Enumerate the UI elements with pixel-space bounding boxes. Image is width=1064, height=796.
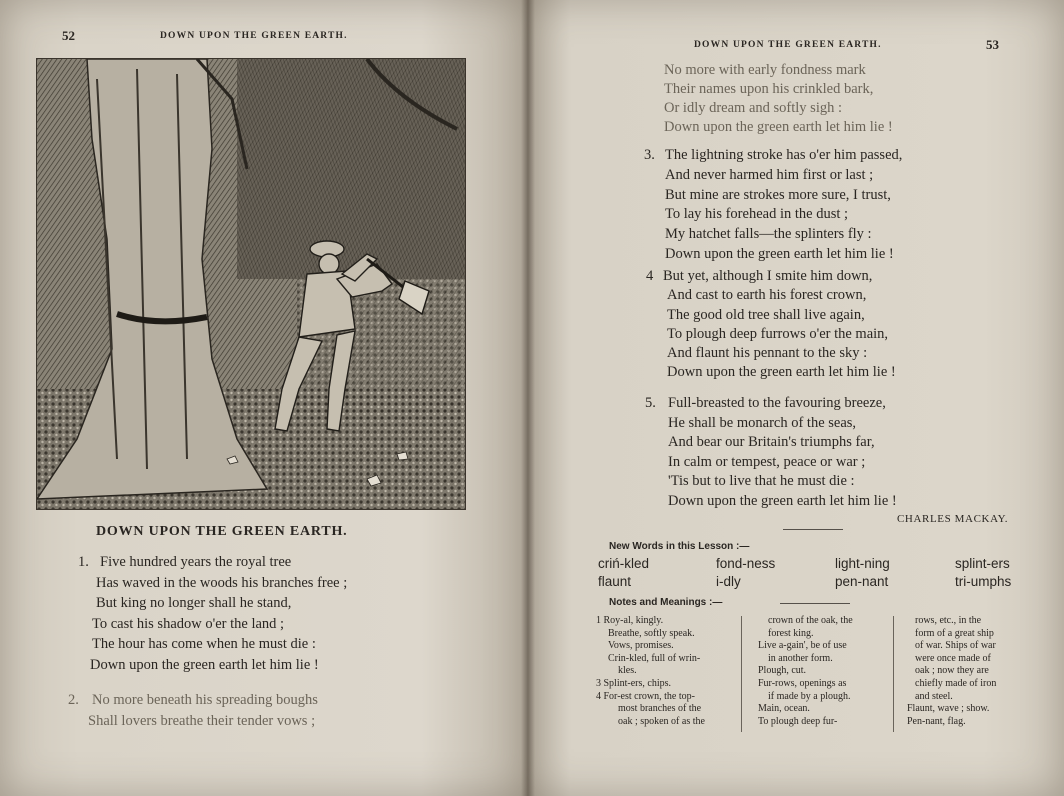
column-divider: [741, 616, 742, 732]
verse-line: 'Tis but to live that he must die :: [668, 473, 855, 489]
new-word: i-dly: [716, 574, 741, 589]
note-line: crown of the oak, the: [768, 615, 853, 626]
note-line: Flaunt, wave ; show.: [907, 703, 990, 715]
notes-column-1: [596, 615, 705, 728]
note-line: Vows, promises.: [608, 640, 674, 652]
verse-line: No more with early fondness mark: [664, 62, 866, 78]
note-line: Pen-nant, flag.: [907, 715, 966, 727]
verse-line: And bear our Britain's triumphs far,: [668, 434, 875, 450]
woodcutter-engraving: [36, 58, 466, 510]
verse-line: Or idly dream and softly sigh :: [664, 100, 843, 116]
stanza-2-continued: [664, 61, 893, 137]
verse-line: Down upon the green earth let him lie !: [668, 492, 897, 509]
stanza-number: 4: [646, 268, 654, 284]
verse-line: To plough deep furrows o'er the main,: [667, 325, 889, 342]
verse-line: Down upon the green earth let him lie !: [667, 364, 896, 381]
verse-line: To lay his forehead in the dust ;: [665, 206, 849, 223]
stanza-number: 1.: [78, 554, 89, 570]
note-line: oak ; spoken of as the: [618, 715, 705, 727]
verse-line: But king no longer shall he stand,: [96, 595, 292, 611]
note-line: form of a great ship: [915, 627, 994, 639]
note-line: Fur-rows, openings as: [758, 677, 847, 689]
new-words-heading: New Words in this Lesson :—: [609, 541, 750, 552]
author-credit: CHARLES MACKAY.: [897, 513, 1009, 525]
stanza-number: 2.: [68, 692, 79, 708]
poem-title: DOWN UPON THE GREEN EARTH.: [96, 524, 348, 539]
note-line: of war. Ships of war: [915, 640, 996, 652]
notes-heading: Notes and Meanings :—: [609, 597, 723, 608]
new-word: tri-umphs: [955, 574, 1012, 589]
verse-line: He shall be monarch of the seas,: [668, 414, 857, 431]
stanza-4: [646, 267, 896, 383]
verse-line: Down upon the green earth let him lie !: [90, 656, 319, 673]
verse-line: Down upon the green earth let him lie !: [664, 119, 893, 135]
new-word: splint-ers: [955, 556, 1010, 571]
note-line: kles.: [618, 665, 637, 677]
verse-line: The lightning stroke has o'er him passed,: [665, 147, 903, 163]
note-line: 1 Roy-al, kingly.: [596, 615, 664, 626]
verse-line: Has waved in the woods his branches free ;: [96, 574, 348, 591]
verse-line: Five hundred years the royal tree: [100, 554, 292, 570]
stanza-1: [78, 552, 347, 675]
note-line: were once made of: [915, 652, 991, 664]
stanza-number: 3.: [644, 147, 655, 163]
verse-line: Full-breasted to the favouring breeze,: [668, 395, 886, 411]
right-page-number: 53: [986, 37, 999, 52]
note-line: Breathe, softly speak.: [608, 627, 695, 639]
note-line: 3 Splint-ers, chips.: [596, 677, 671, 689]
verse-line: But mine are strokes more sure, I trust,: [665, 186, 891, 203]
stanza-5: [645, 394, 897, 511]
verse-line: And flaunt his pennant to the sky :: [667, 345, 868, 362]
verse-line: Down upon the green earth let him lie !: [665, 245, 894, 262]
new-words-list: [598, 556, 1038, 590]
note-line: Plough, cut.: [758, 665, 807, 677]
note-line: Crin-kled, full of wrin-: [608, 652, 701, 664]
column-divider: [893, 616, 894, 732]
verse-line: And never harmed him first or last ;: [665, 166, 874, 183]
stanza-2: [68, 690, 318, 731]
verse-line: The hour has come when he must die :: [92, 636, 316, 652]
new-word: light-ning: [835, 556, 890, 571]
verse-line: My hatchet falls—the splinters fly :: [665, 226, 872, 243]
note-line: most branches of the: [618, 703, 702, 715]
note-line: Main, ocean.: [758, 703, 810, 715]
verse-line: But yet, although I smite him down,: [663, 268, 873, 284]
stanza-number: 5.: [645, 395, 656, 411]
divider: [783, 529, 843, 530]
verse-line: In calm or tempest, peace or war ;: [668, 453, 866, 470]
note-line: Live a-gain', be of use: [758, 640, 847, 652]
note-line: in another form.: [768, 652, 833, 664]
left-running-head: DOWN UPON THE GREEN EARTH.: [160, 31, 348, 41]
note-line: and steel.: [915, 690, 953, 702]
verse-line: Their names upon his crinkled bark,: [664, 81, 874, 97]
divider: [780, 603, 850, 604]
right-running-head: DOWN UPON THE GREEN EARTH.: [694, 40, 882, 50]
note-line: oak ; now they are: [915, 665, 989, 677]
new-word: flaunt: [598, 574, 632, 589]
note-line: if made by a plough.: [768, 690, 851, 702]
note-line: chiefly made of iron: [915, 677, 997, 689]
new-word: criń-kled: [598, 556, 650, 571]
book-gutter: [521, 0, 535, 796]
verse-line: The good old tree shall live again,: [667, 306, 865, 323]
verse-line: And cast to earth his forest crown,: [667, 287, 867, 304]
stanza-3: [644, 146, 902, 265]
verse-line: To cast his shadow o'er the land ;: [92, 615, 285, 632]
verse-line: No more beneath his spreading boughs: [92, 692, 318, 708]
note-line: 4 For-est crown, the top-: [596, 690, 695, 702]
notes-column-2: [758, 615, 853, 728]
notes-column-3: [907, 615, 996, 728]
note-line: forest king.: [768, 627, 814, 639]
note-line: rows, etc., in the: [915, 615, 982, 626]
left-page-number: 52: [62, 28, 75, 43]
new-word: pen-nant: [835, 574, 889, 589]
note-line: To plough deep fur-: [758, 715, 838, 727]
verse-line: Shall lovers breathe their tender vows ;: [88, 712, 316, 729]
new-word: fond-ness: [716, 556, 776, 571]
